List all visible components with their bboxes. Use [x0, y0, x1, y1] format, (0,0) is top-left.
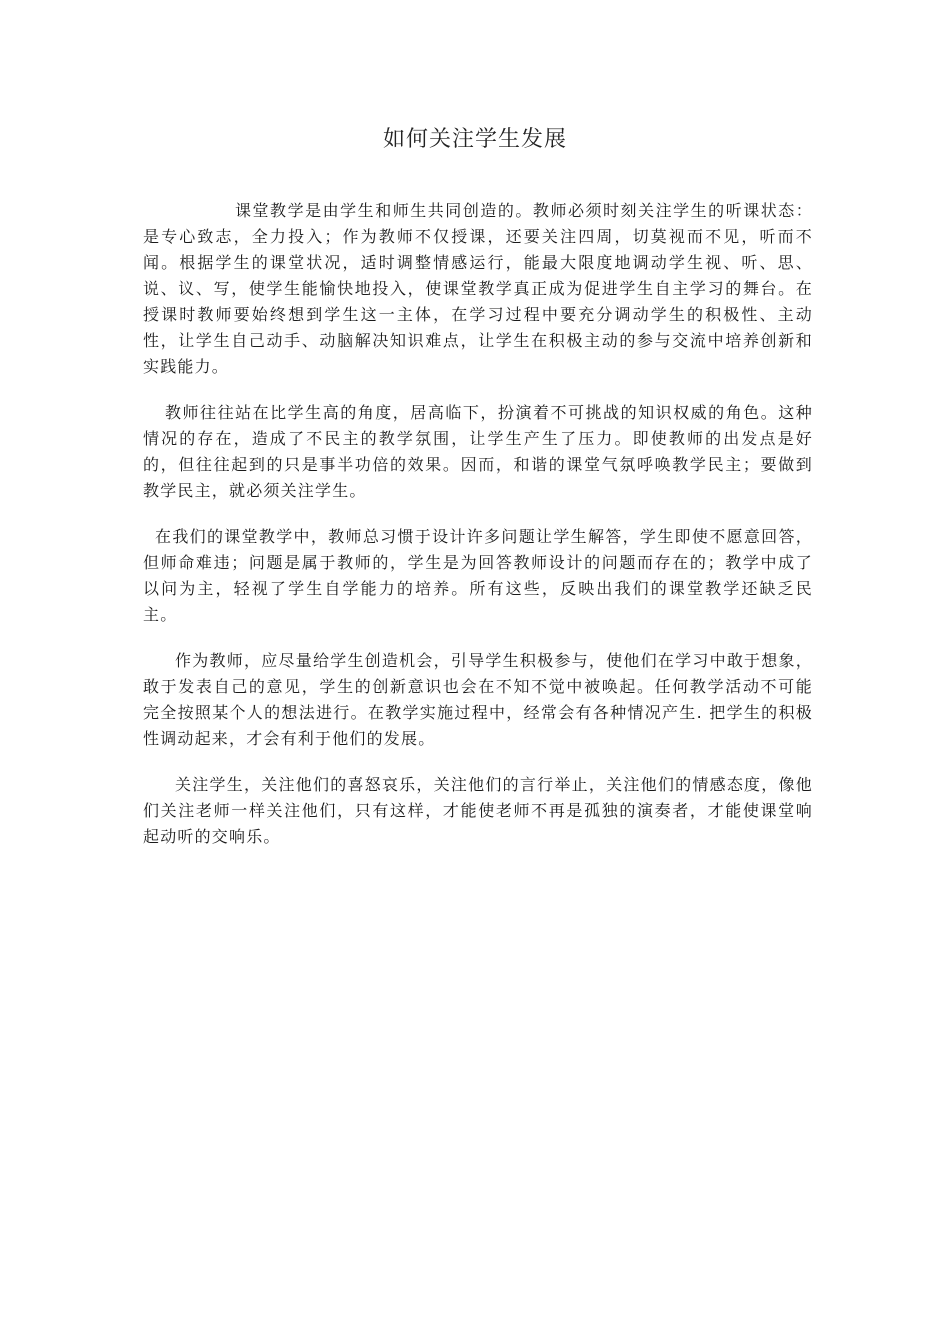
- paragraph-1: 课堂教学是由学生和师生共同创造的。教师必须时刻关注学生的听课状态：是专心致志，全力投入；作为教师不仅授课，还要关注四周，切莫视而不见，听而不闻。根据学生的课堂状况，适时调整情感运行，能最大限度地调动学生视、听、思、说、议、写，使学生能愉快地投入，使课堂教学真正成为促进学生自主学习的舞台。在授课时教师要始终想到学生这一主体，在学习过程中要充分调动学生的积极性、主动性，让学生自己动手、动脑解决知识难点，让学生在积极主动的参与交流中培养创新和实践能力。: [143, 201, 813, 376]
- paragraph-3: 在我们的课堂教学中，教师总习惯于设计许多问题让学生解答，学生即使不愿意回答，但师命难违；问题是属于教师的，学生是为回答教师设计的问题而存在的；教学中成了以问为主，轻视了学生自学能力的培养。所有这些，反映出我们的课堂教学还缺乏民主。: [143, 527, 813, 624]
- document-title: 如何关注学生发展: [382, 127, 567, 152]
- paragraph-4: 作为教师，应尽量给学生创造机会，引导学生积极参与，使他们在学习中敢于想象，敢于发表自己的意见，学生的创新意识也会在不知不觉中被唤起。任何教学活动不可能完全按照某个人的想法进行。在教学实施过程中，经常会有各种情况产生. 把学生的积极性调动起来，才会有利于他们的发展。: [143, 651, 813, 748]
- document-body: [143, 198, 813, 870]
- paragraph-2: 教师往往站在比学生高的角度，居高临下，扮演着不可挑战的知识权威的角色。这种情况的存在，造成了不民主的教学氛围，让学生产生了压力。即使教师的出发点是好的，但往往起到的只是事半功倍的效果。因而，和谐的课堂气氛呼唤教学民主；要做到教学民主，就必须关注学生。: [143, 403, 813, 500]
- paragraph-5: 关注学生，关注他们的喜怒哀乐，关注他们的言行举止，关注他们的情感态度，像他们关注老师一样关注他们，只有这样，才能使老师不再是孤独的演奏者，才能使课堂响起动听的交响乐。: [143, 775, 813, 846]
